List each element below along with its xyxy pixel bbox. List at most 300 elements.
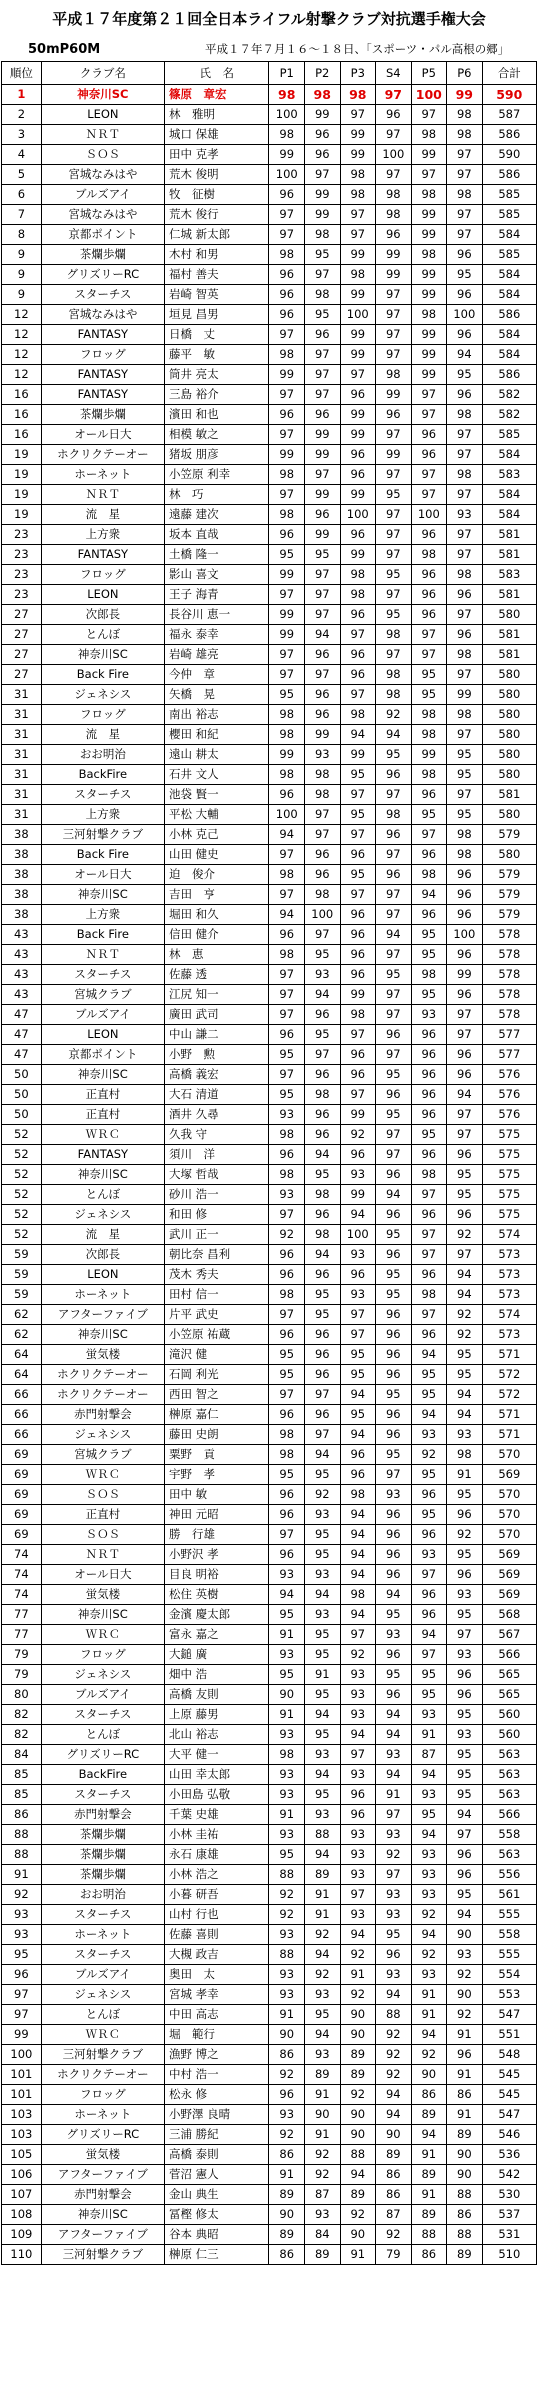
rank-cell: 12 — [2, 365, 42, 385]
score-p3-cell: 96 — [340, 1445, 376, 1465]
score-s4-cell: 92 — [376, 2025, 412, 2045]
score-p3-cell: 96 — [340, 665, 376, 685]
total-cell: 580 — [482, 765, 536, 785]
score-p2-cell: 100 — [305, 905, 341, 925]
score-p1-cell: 89 — [269, 2225, 305, 2245]
rank-cell: 85 — [2, 1765, 42, 1785]
score-p2-cell: 94 — [305, 1765, 341, 1785]
table-row — [2, 785, 537, 805]
score-p1-cell: 99 — [269, 365, 305, 385]
score-s4-cell: 98 — [376, 625, 412, 645]
total-cell: 565 — [482, 1685, 536, 1705]
rank-cell: 106 — [2, 2165, 42, 2185]
club-cell: フロッグ — [41, 565, 164, 585]
score-s4-cell: 96 — [376, 1165, 412, 1185]
score-p5-cell: 95 — [411, 805, 447, 825]
score-p3-cell: 93 — [340, 1285, 376, 1305]
rank-cell: 3 — [2, 125, 42, 145]
score-p1-cell: 94 — [269, 905, 305, 925]
shooter-name-cell: 朝比奈 昌利 — [165, 1245, 269, 1265]
score-p2-cell: 96 — [305, 1125, 341, 1145]
club-cell: 赤門射撃会 — [41, 1405, 164, 1425]
score-p6-cell: 94 — [447, 1805, 483, 1825]
shooter-name-cell: 櫻田 和紀 — [165, 725, 269, 745]
club-cell: 茶爛歩爛 — [41, 245, 164, 265]
table-row — [2, 2185, 537, 2205]
rank-cell: 62 — [2, 1305, 42, 1325]
score-s4-cell: 95 — [376, 965, 412, 985]
shooter-name-cell: 勝 行雄 — [165, 1525, 269, 1545]
score-p5-cell: 94 — [411, 1825, 447, 1845]
club-cell: スターチス — [41, 785, 164, 805]
total-cell: 575 — [482, 1205, 536, 1225]
score-p3-cell: 93 — [340, 1705, 376, 1725]
score-s4-cell: 96 — [376, 1405, 412, 1425]
rank-cell: 82 — [2, 1705, 42, 1725]
score-p6-cell: 89 — [447, 2125, 483, 2145]
club-cell: おお明治 — [41, 1885, 164, 1905]
score-s4-cell: 97 — [376, 1125, 412, 1145]
score-s4-cell: 97 — [376, 1045, 412, 1065]
score-p5-cell: 99 — [411, 745, 447, 765]
score-s4-cell: 94 — [376, 1585, 412, 1605]
shooter-name-cell: 中山 謙二 — [165, 1025, 269, 1045]
shooter-name-cell: 藤平 敏 — [165, 345, 269, 365]
score-p5-cell: 96 — [411, 1105, 447, 1125]
score-p5-cell: 97 — [411, 1225, 447, 1245]
rank-cell: 47 — [2, 1005, 42, 1025]
score-p5-cell: 95 — [411, 1805, 447, 1825]
shooter-name-cell: 岩崎 雄亮 — [165, 645, 269, 665]
total-cell: 575 — [482, 1125, 536, 1145]
club-cell: スターチス — [41, 965, 164, 985]
club-cell: 正直村 — [41, 1505, 164, 1525]
score-p6-cell: 97 — [447, 1245, 483, 1265]
shooter-name-cell: 畑中 浩 — [165, 1665, 269, 1685]
score-s4-cell: 98 — [376, 805, 412, 825]
total-cell: 586 — [482, 125, 536, 145]
score-p2-cell: 96 — [305, 1065, 341, 1085]
rank-cell: 50 — [2, 1065, 42, 1085]
table-row — [2, 425, 537, 445]
score-s4-cell: 98 — [376, 205, 412, 225]
score-p3-cell: 91 — [340, 1965, 376, 1985]
score-p3-cell: 97 — [340, 1885, 376, 1905]
table-row — [2, 545, 537, 565]
score-p6-cell: 88 — [447, 2185, 483, 2205]
score-s4-cell: 94 — [376, 1985, 412, 2005]
table-row — [2, 765, 537, 785]
score-p6-cell: 90 — [447, 2145, 483, 2165]
score-p2-cell: 96 — [305, 1405, 341, 1425]
header-p1: P1 — [269, 62, 305, 85]
shooter-name-cell: 荒木 俊行 — [165, 205, 269, 225]
score-p6-cell: 96 — [447, 385, 483, 405]
total-cell: 545 — [482, 2085, 536, 2105]
score-p6-cell: 95 — [447, 1765, 483, 1785]
rank-cell: 8 — [2, 225, 42, 245]
score-p5-cell: 94 — [411, 1345, 447, 1365]
score-p2-cell: 94 — [305, 985, 341, 1005]
score-p2-cell: 98 — [305, 885, 341, 905]
club-cell: 神奈川SC — [41, 645, 164, 665]
shooter-name-cell: 江尻 知一 — [165, 985, 269, 1005]
score-p1-cell: 96 — [269, 185, 305, 205]
score-p5-cell: 98 — [411, 765, 447, 785]
table-row — [2, 1165, 537, 1185]
score-p5-cell: 94 — [411, 2125, 447, 2145]
score-p1-cell: 96 — [269, 285, 305, 305]
club-cell: ホクリクテーオー — [41, 2065, 164, 2085]
rank-cell: 69 — [2, 1485, 42, 1505]
score-s4-cell: 95 — [376, 605, 412, 625]
score-p3-cell: 99 — [340, 985, 376, 1005]
score-p1-cell: 96 — [269, 2085, 305, 2105]
total-cell: 577 — [482, 1025, 536, 1045]
score-p5-cell: 96 — [411, 525, 447, 545]
score-p6-cell: 96 — [447, 1685, 483, 1705]
rank-cell: 93 — [2, 1925, 42, 1945]
score-p2-cell: 95 — [305, 2005, 341, 2025]
club-cell: スターチス — [41, 1945, 164, 1965]
score-p6-cell: 98 — [447, 105, 483, 125]
score-p5-cell: 87 — [411, 1745, 447, 1765]
score-s4-cell: 94 — [376, 925, 412, 945]
shooter-name-cell: 神田 元昭 — [165, 1505, 269, 1525]
table-row — [2, 2005, 537, 2025]
score-s4-cell: 94 — [376, 1765, 412, 1785]
score-p3-cell: 99 — [340, 145, 376, 165]
rank-cell: 69 — [2, 1505, 42, 1525]
score-s4-cell: 95 — [376, 1385, 412, 1405]
score-p6-cell: 96 — [447, 945, 483, 965]
club-cell: 神奈川SC — [41, 885, 164, 905]
total-cell: 578 — [482, 945, 536, 965]
score-p2-cell: 97 — [305, 585, 341, 605]
rank-cell: 69 — [2, 1465, 42, 1485]
header-club: クラブ名 — [41, 62, 164, 85]
score-p5-cell: 96 — [411, 845, 447, 865]
score-p6-cell: 90 — [447, 1985, 483, 2005]
score-p2-cell: 93 — [305, 2205, 341, 2225]
shooter-name-cell: 福永 泰幸 — [165, 625, 269, 645]
rank-cell: 88 — [2, 1825, 42, 1845]
rank-cell: 109 — [2, 2225, 42, 2245]
score-p1-cell: 95 — [269, 1345, 305, 1365]
club-cell: ジェネシス — [41, 1665, 164, 1685]
score-p3-cell: 94 — [340, 1505, 376, 1525]
shooter-name-cell: 佐藤 透 — [165, 965, 269, 985]
score-p3-cell: 94 — [340, 1605, 376, 1625]
club-cell: 神奈川SC — [41, 1065, 164, 1085]
rank-cell: 97 — [2, 1985, 42, 2005]
shooter-name-cell: 田村 信一 — [165, 1285, 269, 1305]
rank-cell: 52 — [2, 1185, 42, 1205]
club-cell: 次郎長 — [41, 605, 164, 625]
score-p3-cell: 96 — [340, 905, 376, 925]
rank-cell: 50 — [2, 1105, 42, 1125]
score-p3-cell: 96 — [340, 385, 376, 405]
shooter-name-cell: 片平 武史 — [165, 1305, 269, 1325]
score-p2-cell: 95 — [305, 945, 341, 965]
score-s4-cell: 97 — [376, 585, 412, 605]
score-p1-cell: 96 — [269, 405, 305, 425]
score-p1-cell: 98 — [269, 85, 305, 105]
score-p1-cell: 96 — [269, 525, 305, 545]
total-cell: 579 — [482, 825, 536, 845]
total-cell: 580 — [482, 665, 536, 685]
score-p6-cell: 95 — [447, 1745, 483, 1765]
score-p5-cell: 95 — [411, 985, 447, 1005]
score-p3-cell: 95 — [340, 1345, 376, 1365]
total-cell: 574 — [482, 1225, 536, 1245]
score-p5-cell: 96 — [411, 1145, 447, 1165]
score-p5-cell: 98 — [411, 545, 447, 565]
shooter-name-cell: 須川 洋 — [165, 1145, 269, 1165]
shooter-name-cell: 千葉 史雄 — [165, 1805, 269, 1825]
club-cell: ＷＲＣ — [41, 1125, 164, 1145]
score-s4-cell: 96 — [376, 1945, 412, 1965]
club-cell: ジェネシス — [41, 1985, 164, 2005]
rank-cell: 99 — [2, 2025, 42, 2045]
score-p5-cell: 98 — [411, 125, 447, 145]
total-cell: 575 — [482, 1185, 536, 1205]
club-cell: FANTASY — [41, 545, 164, 565]
score-p5-cell: 92 — [411, 1445, 447, 1465]
score-s4-cell: 92 — [376, 705, 412, 725]
shooter-name-cell: 高橋 友則 — [165, 1685, 269, 1705]
score-p1-cell: 97 — [269, 385, 305, 405]
score-p5-cell: 89 — [411, 2165, 447, 2185]
header-rank: 順位 — [2, 62, 42, 85]
score-p3-cell: 99 — [340, 345, 376, 365]
score-p2-cell: 91 — [305, 1885, 341, 1905]
score-p3-cell: 88 — [340, 2145, 376, 2165]
table-row — [2, 1945, 537, 1965]
total-cell: 582 — [482, 405, 536, 425]
shooter-name-cell: 松住 英樹 — [165, 1585, 269, 1605]
score-p6-cell: 98 — [447, 185, 483, 205]
score-s4-cell: 93 — [376, 1905, 412, 1925]
total-cell: 584 — [482, 325, 536, 345]
score-p3-cell: 97 — [340, 1085, 376, 1105]
table-row — [2, 1445, 537, 1465]
rank-cell: 23 — [2, 525, 42, 545]
score-p3-cell: 89 — [340, 2185, 376, 2205]
score-p3-cell: 94 — [340, 1565, 376, 1585]
score-p2-cell: 97 — [305, 605, 341, 625]
score-p3-cell: 96 — [340, 465, 376, 485]
score-p1-cell: 88 — [269, 1865, 305, 1885]
score-p2-cell: 94 — [305, 1845, 341, 1865]
score-p1-cell: 90 — [269, 1685, 305, 1705]
score-p2-cell: 89 — [305, 2245, 341, 2265]
total-cell: 510 — [482, 2245, 536, 2265]
club-cell: ブルズアイ — [41, 1685, 164, 1705]
score-p5-cell: 100 — [411, 85, 447, 105]
score-p6-cell: 96 — [447, 905, 483, 925]
score-p3-cell: 98 — [340, 165, 376, 185]
score-p1-cell: 98 — [269, 765, 305, 785]
total-cell: 584 — [482, 265, 536, 285]
club-cell: 京都ポイント — [41, 225, 164, 245]
table-row — [2, 365, 537, 385]
club-cell: アフターファイブ — [41, 2165, 164, 2185]
shooter-name-cell: 上原 藤男 — [165, 1705, 269, 1725]
score-p1-cell: 92 — [269, 2125, 305, 2145]
shooter-name-cell: 山村 行也 — [165, 1905, 269, 1925]
shooter-name-cell: 中田 高志 — [165, 2005, 269, 2025]
score-p2-cell: 95 — [305, 245, 341, 265]
score-p6-cell: 95 — [447, 1785, 483, 1805]
score-s4-cell: 93 — [376, 1825, 412, 1845]
shooter-name-cell: 宮城 孝幸 — [165, 1985, 269, 2005]
score-p6-cell: 96 — [447, 865, 483, 885]
score-p6-cell: 95 — [447, 1885, 483, 1905]
club-cell: 神奈川SC — [41, 1605, 164, 1625]
score-p3-cell: 98 — [340, 565, 376, 585]
shooter-name-cell: 菅沼 憲人 — [165, 2165, 269, 2185]
score-p2-cell: 97 — [305, 265, 341, 285]
score-p1-cell: 96 — [269, 1245, 305, 1265]
score-p1-cell: 97 — [269, 1065, 305, 1085]
total-cell: 584 — [482, 505, 536, 525]
score-p5-cell: 98 — [411, 245, 447, 265]
score-p2-cell: 97 — [305, 565, 341, 585]
club-cell: LEON — [41, 1265, 164, 1285]
score-p5-cell: 100 — [411, 505, 447, 525]
score-p2-cell: 95 — [305, 1285, 341, 1305]
score-p1-cell: 95 — [269, 1845, 305, 1865]
shooter-name-cell: 福村 善夫 — [165, 265, 269, 285]
score-p6-cell: 96 — [447, 1505, 483, 1525]
score-p3-cell: 97 — [340, 885, 376, 905]
total-cell: 558 — [482, 1825, 536, 1845]
shooter-name-cell: 林 恵 — [165, 945, 269, 965]
score-s4-cell: 94 — [376, 1725, 412, 1745]
score-p6-cell: 86 — [447, 2205, 483, 2225]
club-cell: 次郎長 — [41, 1245, 164, 1265]
score-p5-cell: 91 — [411, 1985, 447, 2005]
score-p1-cell: 96 — [269, 925, 305, 945]
score-p2-cell: 99 — [305, 425, 341, 445]
club-cell: LEON — [41, 105, 164, 125]
score-p3-cell: 95 — [340, 1365, 376, 1385]
score-p2-cell: 96 — [305, 145, 341, 165]
score-p6-cell: 91 — [447, 1465, 483, 1485]
table-row — [2, 2065, 537, 2085]
rank-cell: 69 — [2, 1445, 42, 1465]
score-s4-cell: 98 — [376, 365, 412, 385]
rank-cell: 27 — [2, 605, 42, 625]
table-row — [2, 2125, 537, 2145]
shooter-name-cell: 篠原 章宏 — [165, 85, 269, 105]
score-p1-cell: 98 — [269, 1285, 305, 1305]
score-p3-cell: 94 — [340, 1525, 376, 1545]
table-row — [2, 2165, 537, 2185]
rank-cell: 101 — [2, 2065, 42, 2085]
score-p1-cell: 96 — [269, 1025, 305, 1045]
rank-cell: 16 — [2, 385, 42, 405]
score-s4-cell: 95 — [376, 565, 412, 585]
score-p6-cell: 100 — [447, 925, 483, 945]
table-row — [2, 1245, 537, 1265]
rank-cell: 2 — [2, 105, 42, 125]
total-cell: 584 — [482, 445, 536, 465]
score-p3-cell: 96 — [340, 965, 376, 985]
score-p6-cell: 95 — [447, 1605, 483, 1625]
score-p6-cell: 96 — [447, 1205, 483, 1225]
total-cell: 581 — [482, 645, 536, 665]
score-p5-cell: 96 — [411, 1265, 447, 1285]
results-title: 平成１７年度第２１回全日本ライフル射撃クラブ対抗選手権大会 — [52, 10, 486, 28]
club-cell: 正直村 — [41, 1085, 164, 1105]
score-p6-cell: 93 — [447, 505, 483, 525]
club-cell: フロッグ — [41, 1645, 164, 1665]
shooter-name-cell: 中村 浩一 — [165, 2065, 269, 2085]
score-p3-cell: 97 — [340, 1325, 376, 1345]
score-p3-cell: 99 — [340, 485, 376, 505]
club-cell: ＳＯＳ — [41, 1525, 164, 1545]
score-p1-cell: 93 — [269, 1985, 305, 2005]
club-cell: フロッグ — [41, 705, 164, 725]
score-s4-cell: 95 — [376, 1665, 412, 1685]
shooter-name-cell: 濱田 和也 — [165, 405, 269, 425]
club-cell: ＳＯＳ — [41, 1485, 164, 1505]
club-cell: アフターファイブ — [41, 1305, 164, 1325]
score-p1-cell: 97 — [269, 1005, 305, 1025]
shooter-name-cell: 金濱 慶太郎 — [165, 1605, 269, 1625]
score-p6-cell: 92 — [447, 1305, 483, 1325]
score-p5-cell: 95 — [411, 1125, 447, 1145]
table-row — [2, 1425, 537, 1445]
score-p6-cell: 93 — [447, 1585, 483, 1605]
score-p6-cell: 97 — [447, 725, 483, 745]
score-s4-cell: 95 — [376, 1605, 412, 1625]
score-p3-cell: 94 — [340, 1925, 376, 1945]
rank-cell: 59 — [2, 1285, 42, 1305]
score-p3-cell: 95 — [340, 805, 376, 825]
club-cell: おお明治 — [41, 745, 164, 765]
score-p1-cell: 92 — [269, 2065, 305, 2085]
score-p1-cell: 86 — [269, 2145, 305, 2165]
club-cell: 茶爛歩爛 — [41, 1845, 164, 1865]
results-table — [1, 61, 537, 2265]
club-cell: 赤門射撃会 — [41, 1805, 164, 1825]
score-p6-cell: 96 — [447, 1845, 483, 1865]
score-s4-cell: 97 — [376, 1865, 412, 1885]
score-p1-cell: 93 — [269, 2105, 305, 2125]
shooter-name-cell: 西田 智之 — [165, 1385, 269, 1405]
rank-cell: 23 — [2, 565, 42, 585]
rank-cell: 64 — [2, 1345, 42, 1365]
shooter-name-cell: 小笠原 利幸 — [165, 465, 269, 485]
score-p1-cell: 97 — [269, 1305, 305, 1325]
score-p2-cell: 99 — [305, 485, 341, 505]
score-p2-cell: 94 — [305, 1145, 341, 1165]
score-p1-cell: 96 — [269, 1265, 305, 1285]
club-cell: BackFire — [41, 1765, 164, 1785]
total-cell: 586 — [482, 305, 536, 325]
score-p3-cell: 95 — [340, 1405, 376, 1425]
score-p3-cell: 98 — [340, 1005, 376, 1025]
header-total: 合計 — [482, 62, 536, 85]
table-row — [2, 2085, 537, 2105]
club-cell: ホーネット — [41, 1285, 164, 1305]
score-s4-cell: 96 — [376, 105, 412, 125]
table-row — [2, 285, 537, 305]
score-p6-cell: 95 — [447, 1185, 483, 1205]
